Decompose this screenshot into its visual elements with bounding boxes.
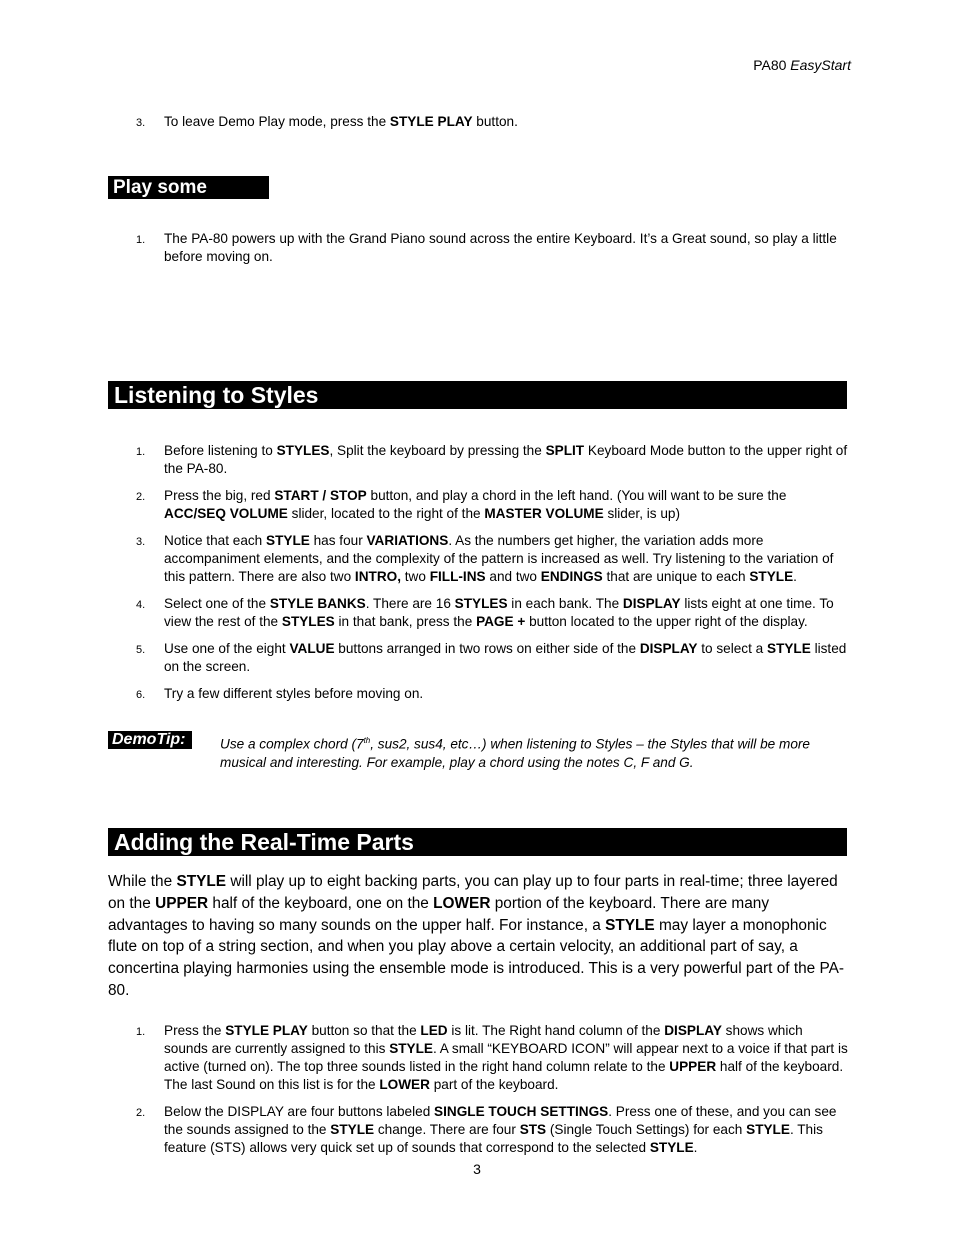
bold-term: STYLE: [176, 873, 227, 890]
text-run: Select one of the: [164, 596, 270, 611]
step-text: [164, 443, 847, 476]
text-run: While the: [108, 873, 177, 890]
bold-term: ENDINGS: [540, 569, 603, 584]
text-run: button.: [472, 114, 518, 129]
bold-term: DISPLAY: [622, 596, 681, 611]
header-subtitle: EasyStart: [790, 57, 851, 73]
demo-steps: [0, 113, 954, 140]
text-run: half of the keyboard, one on the: [208, 894, 434, 912]
header-product: PA80: [753, 57, 787, 73]
text-run: (Single Touch Settings) for each: [546, 1122, 747, 1137]
text-run: Below the DISPLAY are four buttons labeled: [164, 1104, 435, 1119]
bold-term: STYLE: [605, 916, 655, 934]
bold-term: STYLE BANKS: [269, 596, 366, 611]
text-run: . This feature (STS) allows very quick set up of sounds that correspond to the selected: [164, 1122, 823, 1155]
step-number: 2.: [136, 1107, 146, 1119]
step-text: [164, 533, 833, 584]
text-run: part of the keyboard.: [429, 1077, 559, 1092]
bold-term: STYLES: [281, 614, 335, 629]
text-run: slider, located to the right of the: [287, 506, 485, 521]
realtime-steps: [0, 1022, 954, 1166]
text-run: change. There are four: [374, 1122, 520, 1137]
bold-term: STYLE: [330, 1122, 375, 1137]
bold-term: STYLE: [749, 569, 794, 584]
text-run: in each bank. The: [507, 596, 623, 611]
step-number: 1.: [136, 446, 146, 458]
text-run: .: [693, 1140, 698, 1155]
bold-term: STYLE: [746, 1122, 790, 1137]
text-run: , Split the keyboard by pressing the: [329, 443, 546, 458]
bold-term: STYLES: [454, 596, 508, 611]
bold-term: VALUE: [289, 641, 335, 656]
text-run: may layer a monophonic flute on top of a string section, and when you play above a certain velocity, an additional part of say, a concertina playing harmonies using the ensemble mode is introduced. This is a very powerful part of the PA-80.: [108, 916, 844, 999]
bold-term: INTRO,: [354, 569, 401, 584]
step-text: [164, 641, 846, 674]
bold-term: DISPLAY: [664, 1023, 722, 1038]
text-run: Press the big, red: [164, 488, 275, 503]
bold-term: STS: [519, 1122, 547, 1137]
text-run: . Press one of these, and you can see the sounds assigned to the: [164, 1104, 837, 1137]
text-run: . A small “KEYBOARD ICON” will appear next to a voice if that part is active (turned on). The top three sounds listed in the right hand column relate to the: [164, 1041, 848, 1074]
list-item: [0, 487, 954, 523]
bold-term: LOWER: [433, 894, 491, 912]
text-run: half of the keyboard. The last Sound on this list is for the: [164, 1059, 844, 1092]
step-text: [164, 686, 423, 701]
running-header: [753, 57, 851, 73]
step-number: 4.: [136, 599, 146, 611]
piano-steps: [0, 230, 954, 275]
bold-term: STYLES: [276, 443, 330, 458]
styles-steps: [0, 442, 954, 712]
text-run: Use one of the eight: [164, 641, 290, 656]
list-item: [0, 442, 954, 478]
demo-step-3: [0, 113, 954, 131]
list-item: [0, 1103, 954, 1157]
text-run: slider, is up): [603, 506, 680, 521]
bold-term: VARIATIONS: [366, 533, 449, 548]
step-number: 2.: [136, 491, 146, 503]
text-run: .: [793, 569, 797, 584]
text-run: lists eight at one time. To view the rest of the: [164, 596, 834, 629]
text-run: Try a few different styles before moving on.: [164, 686, 424, 701]
text-run: that are unique to each: [602, 569, 750, 584]
demotip-text-before: Use a complex chord (7: [220, 736, 364, 752]
heading-play-some-piano: Play some Piano!: [108, 176, 269, 199]
list-item: [0, 640, 954, 676]
bold-term: SPLIT: [545, 443, 585, 458]
step-text: [164, 1023, 848, 1092]
page-number: 3: [473, 1161, 481, 1177]
demotip-sup: th: [363, 736, 371, 745]
text-run: portion of the keyboard. There are many advantages to having so many sounds on the upper half. For instance, a: [108, 894, 770, 934]
bold-term: FILL-INS: [429, 569, 486, 584]
step-text: [164, 114, 518, 129]
text-run: button located to the upper right of the display.: [525, 614, 808, 629]
step-text: [164, 1104, 836, 1155]
text-run: button so that the: [307, 1023, 421, 1038]
bold-term: STYLE: [767, 641, 811, 656]
text-run: in that bank, press the: [334, 614, 477, 629]
text-run: To leave Demo Play mode, press the: [164, 114, 390, 129]
step-text: [164, 488, 786, 521]
bold-term: START / STOP: [274, 488, 367, 503]
step-number: 3.: [136, 117, 146, 129]
bold-term: STYLE PLAY: [389, 114, 473, 129]
list-item: [0, 595, 954, 631]
bold-term: UPPER: [155, 894, 209, 912]
text-run: buttons arranged in two rows on either side of the: [334, 641, 640, 656]
step-number: 1.: [136, 234, 146, 246]
text-run: to select a: [697, 641, 767, 656]
bold-term: DISPLAY: [639, 641, 698, 656]
bold-term: PAGE +: [476, 614, 526, 629]
text-run: has four: [309, 533, 367, 548]
text-run: Press the: [164, 1023, 226, 1038]
demotip-label: DemoTip:: [108, 731, 192, 749]
step-number: 5.: [136, 644, 146, 656]
text-run: listed on the screen.: [164, 641, 847, 674]
list-item: [0, 230, 954, 266]
step-text: [164, 596, 834, 629]
bold-term: STYLE PLAY: [225, 1023, 308, 1038]
text-run: Notice that each: [164, 533, 267, 548]
text-run: shows which sounds are currently assigned to this: [164, 1023, 803, 1056]
step-text: [164, 231, 837, 264]
list-item: [0, 532, 954, 586]
bold-term: SINGLE TOUCH SETTINGS: [434, 1104, 609, 1119]
text-run: is lit. The Right hand column of the: [447, 1023, 665, 1038]
text-run: will play up to eight backing parts, you can play up to four parts in real-time; three layered on the: [108, 873, 838, 912]
realtime-intro-paragraph: [108, 871, 848, 1002]
step-number: 1.: [136, 1026, 146, 1038]
demotip-text: [220, 732, 854, 772]
list-item: [0, 1022, 954, 1094]
heading-listening-to-styles: Listening to Styles: [108, 381, 847, 409]
bold-term: UPPER: [669, 1059, 717, 1074]
text-run: The PA-80 powers up with the Grand Piano sound across the entire Keyboard. It’s a Great sound, so play a little before moving on.: [164, 231, 837, 264]
text-run: Keyboard Mode button to the upper right of the PA-80.: [164, 443, 848, 476]
text-run: two: [401, 569, 430, 584]
bold-term: ACC/SEQ VOLUME: [164, 506, 288, 521]
text-run: button, and play a chord in the left hand. (You will want to be sure the: [366, 488, 787, 503]
bold-term: STYLE: [266, 533, 310, 548]
step-number: 3.: [136, 536, 146, 548]
bold-term: STYLE: [649, 1140, 694, 1155]
text-run: . As the numbers get higher, the variation adds more accompaniment elements, and the complexity of the pattern is increased as well. Try listening to the variation of this pattern. There are also two: [164, 533, 834, 584]
demotip-text-after: , sus2, sus4, etc…) when listening to Styles – the Styles that will be more musical and interesting. For example, play a chord using the notes C, F and G.: [220, 736, 810, 770]
bold-term: LED: [420, 1023, 448, 1038]
list-item: [0, 685, 954, 703]
text-run: and two: [485, 569, 541, 584]
text-run: Before listening to: [164, 443, 277, 458]
bold-term: MASTER VOLUME: [484, 506, 604, 521]
text-run: . There are 16: [365, 596, 455, 611]
bold-term: STYLE: [389, 1041, 433, 1056]
bold-term: LOWER: [379, 1077, 430, 1092]
heading-adding-real-time-parts: Adding the Real-Time Parts: [108, 828, 847, 856]
step-number: 6.: [136, 689, 146, 701]
